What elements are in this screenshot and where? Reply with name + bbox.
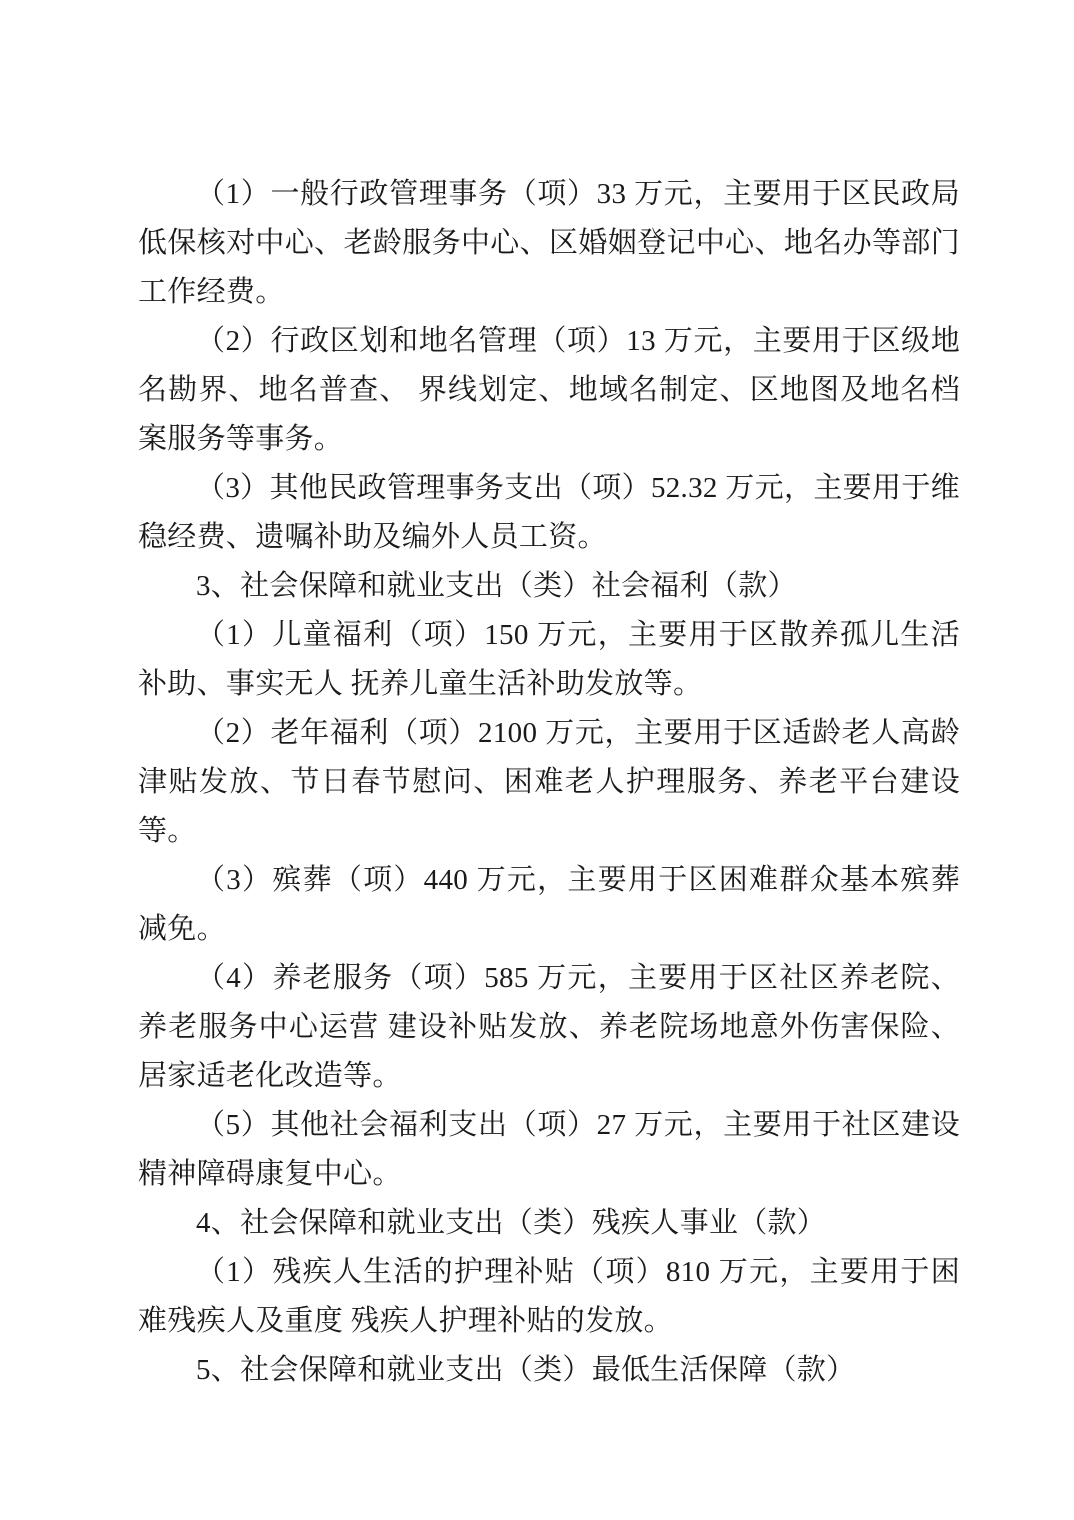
paragraph-item-1: （1）一般行政管理事务（项）33 万元，主要用于区民政局低保核对中心、老龄服务中心、区婚姻登记中心、地名办等部门工作经费。 <box>138 178 960 308</box>
paragraph-item-6: （3）殡葬（项）440 万元，主要用于区困难群众基本殡葬减免。 <box>138 864 960 945</box>
paragraph-item-5: （2）老年福利（项）2100 万元，主要用于区适龄老人高龄津贴发放、节日春节慰问、困难老人护理服务、养老平台建设等。 <box>138 717 960 847</box>
document-content <box>138 170 960 1395</box>
section-heading-4: 4、社会保障和就业支出（类）残疾人事业（款） <box>196 1207 827 1239</box>
paragraph-item-7: （4）养老服务（项）585 万元，主要用于区社区养老院、养老服务中心运营 建设补贴发放、养老院场地意外伤害保险、居家适老化改造等。 <box>138 962 960 1092</box>
paragraph-item-4: （1）儿童福利（项）150 万元，主要用于区散养孤儿生活补助、事实无人 抚养儿童生活补助发放等。 <box>138 619 960 700</box>
section-heading-5: 5、社会保障和就业支出（类）最低生活保障（款） <box>196 1354 856 1386</box>
paragraph-item-3: （3）其他民政管理事务支出（项）52.32 万元，主要用于维稳经费、遗嘱补助及编外人员工资。 <box>138 472 960 553</box>
paragraph-item-9: （1）残疾人生活的护理补贴（项）810 万元，主要用于困难残疾人及重度 残疾人护理补贴的发放。 <box>138 1256 960 1337</box>
paragraph-item-2: （2）行政区划和地名管理（项）13 万元，主要用于区级地名勘界、地名普查、 界线划定、地域名制定、区地图及地名档案服务等事务。 <box>138 325 960 455</box>
paragraph-item-8: （5）其他社会福利支出（项）27 万元，主要用于社区建设精神障碍康复中心。 <box>138 1109 960 1190</box>
section-heading-3: 3、社会保障和就业支出（类）社会福利（款） <box>196 570 797 602</box>
